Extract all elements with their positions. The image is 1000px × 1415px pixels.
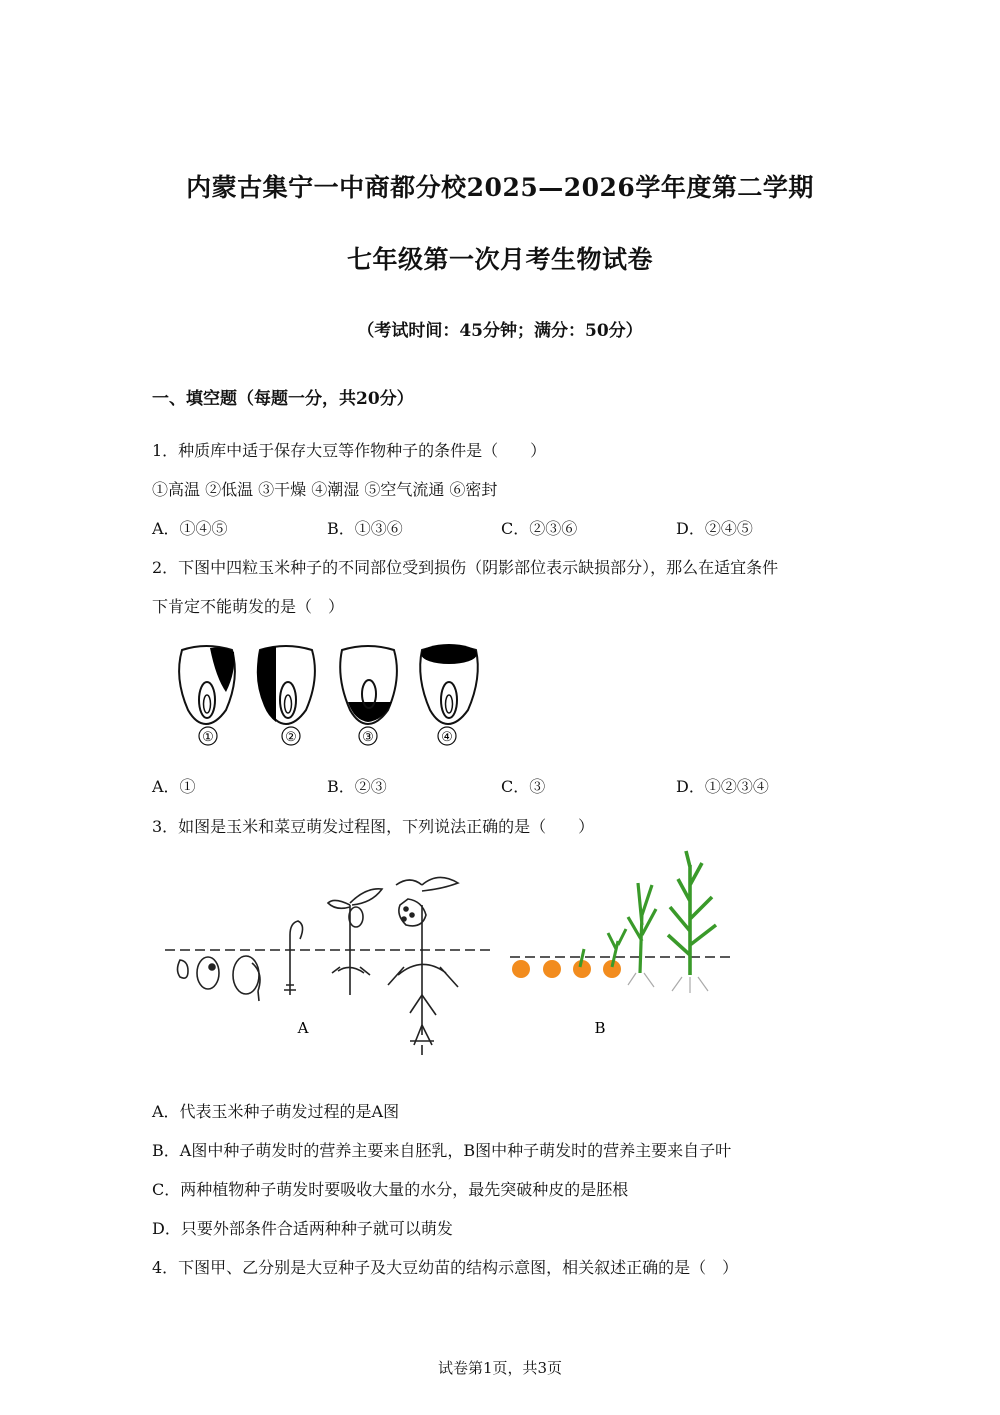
question-1-stem: 1．种质库中适于保存大豆等作物种子的条件是（ ） bbox=[152, 441, 547, 460]
question-3-option-a: A．代表玉米种子萌发过程的是A图 bbox=[152, 1102, 400, 1121]
seed-2-diagram bbox=[257, 646, 315, 724]
question-1-conditions: ①高温 ②低温 ③干燥 ④潮湿 ⑤空气流通 ⑥密封 bbox=[152, 480, 498, 499]
question-2-option-a: A．① bbox=[152, 777, 196, 796]
question-2-stem-line2: 下肯定不能萌发的是（ ） bbox=[152, 597, 345, 616]
exam-info: （考试时间：45分钟；满分：50分） bbox=[357, 321, 643, 341]
figure-b-label: B bbox=[594, 1019, 606, 1037]
question-1-option-d: D．②④⑤ bbox=[676, 519, 753, 538]
exam-title-line2: 七年级第一次月考生物试卷 bbox=[346, 245, 653, 274]
question-2-option-d: D．①②③④ bbox=[676, 777, 769, 796]
question-1-option-a: A．①④⑤ bbox=[152, 519, 228, 538]
question-1-option-c: C．②③⑥ bbox=[501, 519, 578, 538]
question-3-option-c: C．两种植物种子萌发时要吸收大量的水分，最先突破种皮的是胚根 bbox=[152, 1180, 629, 1199]
seed-label-1: ① bbox=[202, 730, 214, 745]
page-footer: 试卷第1页，共3页 bbox=[437, 1359, 563, 1377]
seed-label-4: ④ bbox=[441, 730, 453, 745]
figure-b-corn-germination bbox=[510, 851, 735, 993]
question-3-option-b: B．A图中种子萌发时的营养主要来自胚乳，B图中种子萌发时的营养主要来自子叶 bbox=[152, 1141, 732, 1160]
figure-a-label: A bbox=[297, 1019, 309, 1037]
exam-title-line1: 内蒙古集宁一中商都分校2025—2026学年度第二学期 bbox=[186, 173, 814, 202]
seed-label-3: ③ bbox=[362, 730, 374, 745]
seed-4-diagram bbox=[420, 644, 478, 724]
question-4-stem: 4．下图甲、乙分别是大豆种子及大豆幼苗的结构示意图，相关叙述正确的是（ ） bbox=[152, 1258, 739, 1277]
question-3-option-d: D．只要外部条件合适两种种子就可以萌发 bbox=[152, 1219, 453, 1238]
seed-label-2: ② bbox=[285, 730, 297, 745]
seed-3-diagram bbox=[340, 646, 397, 724]
question-2-option-b: B．②③ bbox=[327, 777, 387, 796]
question-3-stem: 3．如图是玉米和菜豆萌发过程图，下列说法正确的是（ ） bbox=[152, 817, 595, 836]
seed-1-diagram bbox=[179, 646, 235, 724]
figure-a-bean-germination bbox=[165, 877, 490, 1055]
question-2-stem-line1: 2．下图中四粒玉米种子的不同部位受到损伤（阴影部位表示缺损部分），那么在适宜条件 bbox=[152, 558, 779, 577]
question-2-option-c: C．③ bbox=[501, 777, 546, 796]
germination-process-figure bbox=[160, 845, 750, 1060]
section-heading: 一、填空题（每题一分，共20分） bbox=[152, 389, 414, 409]
corn-seed-damage-figure bbox=[170, 638, 490, 753]
question-1-option-b: B．①③⑥ bbox=[327, 519, 403, 538]
